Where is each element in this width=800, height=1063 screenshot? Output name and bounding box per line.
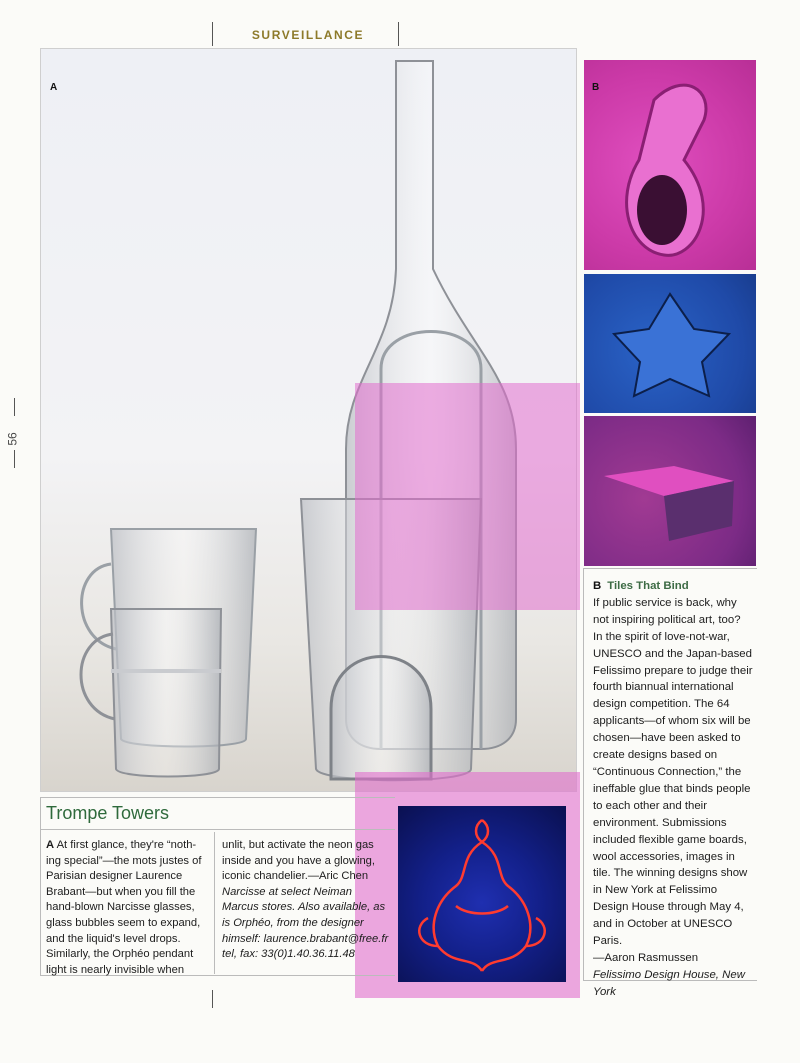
section-header: SURVEILLANCE (251, 28, 365, 42)
neon-chandelier-illustration (398, 806, 566, 982)
article-b-heading (593, 578, 753, 595)
tile-bent-illustration (584, 416, 756, 566)
article-b-byline: —Aaron Rasmussen (593, 951, 699, 964)
photo-tile-star (584, 274, 756, 413)
photo-b-label: B (592, 82, 600, 93)
tile-star-illustration (584, 274, 756, 413)
article-a-credit: Narcisse at select Neiman Marcus stores. Also available, as is Orphéo, from the designer himself: laurence.brabant@free.fr tel, fax: 33(0)1.40.36.11.48 (222, 885, 389, 961)
photo-tile-loop (584, 60, 756, 270)
article-b-text (593, 578, 753, 1001)
photo-orpheo-neon-light (398, 806, 566, 982)
a-box-left (40, 797, 41, 975)
photo-a-label: A (50, 82, 58, 93)
tile-loop-illustration (584, 60, 756, 270)
article-b-credit: Felissimo Design House, New York (593, 968, 745, 998)
article-a-column-1 (46, 838, 210, 978)
photo-tile-bent (584, 416, 756, 566)
a-col-divider (214, 832, 215, 974)
header-rule-left (212, 22, 213, 46)
article-b-title: Tiles That Bind (607, 580, 689, 592)
article-a-col2-text: unlit, but activate the neon gas inside and you have a glowing, iconic chandelier.—Aric Chen (222, 839, 376, 883)
magenta-overlay-block (355, 383, 580, 610)
footer-rule (212, 990, 213, 1008)
article-a-column-2 (222, 838, 390, 963)
header-rule-right (398, 22, 399, 46)
page-number: 56 (5, 432, 20, 446)
b-text-box-line-left (583, 568, 584, 980)
article-b-body: If public service is back, why not inspiring political art, too? In the spirit of love-not-war, UNESCO and the Japan-based Felissimo prepare to judge their fourth biannual international design competition. The 64 applicants—of whom six will be chosen—have been asked to create designs based on “Continuous Connection,” the ineffable glue that binds people to each other and their environment. Submissions included flexible game boards, wool accessories, images in tile. The winning designs show in New York at Felissimo Design House through May 4, and in October at UNESCO Paris. (593, 596, 753, 948)
article-b-lead-letter: B (593, 580, 602, 592)
a-title-rule-top (40, 797, 395, 798)
a-title-rule-bottom (40, 829, 395, 830)
page-number-rule-top (14, 398, 15, 416)
article-a-title: Trompe Towers (46, 803, 170, 823)
b-text-box-line (583, 568, 757, 569)
article-a-lead-letter: A (46, 839, 55, 851)
article-a-col1-text: At first glance, they're “noth-ing special”—the mots justes of Parisian designer Laurence Brabant—but when you fill the hand-blown Narcisse glasses, glass bubbles seem to expand, and the liquid's level drops. Similarly, the Orphéo pendant light is nearly invisible when (46, 839, 202, 976)
page-number-rule-bottom (14, 450, 15, 468)
